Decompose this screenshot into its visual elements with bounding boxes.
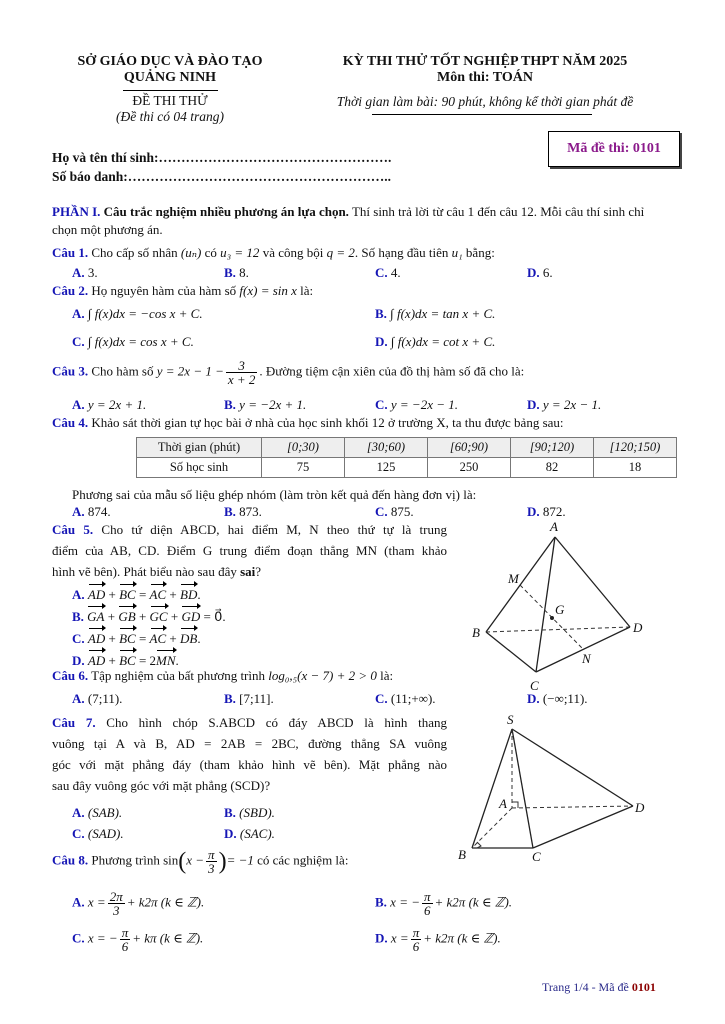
edge-sb bbox=[472, 729, 512, 848]
header-left bbox=[55, 54, 285, 125]
option-d[interactable]: D. AD + BC = 2MN. bbox=[72, 650, 226, 672]
question-7 bbox=[52, 712, 447, 796]
question-text: điểm của AB, CD. Điểm G trung điểm đoạn thẳng MN (tham khảo bbox=[52, 543, 447, 558]
table-cell: Thời gian (phút) bbox=[137, 438, 262, 458]
question-text: có các nghiệm là: bbox=[257, 852, 349, 868]
option-b[interactable]: B. 8. bbox=[224, 265, 249, 280]
question-text: bằng: bbox=[465, 245, 495, 260]
options-q3 bbox=[72, 396, 672, 414]
table-cell: 82 bbox=[511, 458, 594, 478]
question-text: góc với mặt phẳng đáy (tham khảo hình vẽ bên). Mặt phẳng nào bbox=[52, 757, 447, 772]
edge-ab-hidden bbox=[472, 808, 512, 848]
option-a[interactable]: A. y = 2x + 1. bbox=[72, 397, 147, 412]
question-8 bbox=[52, 848, 672, 875]
options-q8-row2 bbox=[72, 926, 672, 956]
question-text: có bbox=[204, 245, 217, 260]
label-m: M bbox=[508, 571, 519, 586]
question-text: Phương trình bbox=[91, 852, 160, 868]
question-4-prompt: Phương sai của mẫu số liệu ghép nhóm (làm tròn kết quả đến hàng đơn vị) là: bbox=[72, 487, 477, 502]
option-a[interactable]: A. ∫ f(x)dx = −cos x + C. bbox=[72, 306, 203, 321]
label-c: C bbox=[532, 849, 541, 864]
question-text: . Đường tiệm cận xiên của đồ thị hàm số đã cho là: bbox=[259, 363, 525, 379]
question-text: là: bbox=[300, 283, 314, 298]
footer-exam-code: 0101 bbox=[631, 980, 656, 994]
question-label: Câu 2. bbox=[52, 283, 89, 298]
math-expr: = −1 bbox=[226, 852, 254, 868]
edge-ab bbox=[486, 537, 555, 632]
option-d[interactable]: D. 872. bbox=[527, 504, 566, 519]
question-4 bbox=[52, 414, 672, 432]
footer-text: Trang 1/4 - Mã đề bbox=[542, 980, 629, 994]
option-c[interactable]: C. 4. bbox=[375, 265, 401, 280]
divider bbox=[372, 114, 592, 115]
point-g bbox=[550, 616, 554, 620]
question-text: Tập nghiệm của bất phương trình bbox=[91, 668, 265, 683]
edge-bd-hidden bbox=[486, 627, 630, 632]
edge-sd bbox=[512, 729, 633, 806]
options-q2-row1 bbox=[72, 305, 672, 323]
exam-subject: Môn thi: TOÁN bbox=[437, 70, 533, 85]
options-q1 bbox=[72, 264, 672, 282]
question-text: sau đây vuông góc với mặt phẳng (SCD)? bbox=[52, 778, 271, 793]
question-3 bbox=[52, 359, 672, 386]
table-row bbox=[137, 438, 677, 458]
option-a[interactable]: A. AD + BC = AC + BD. bbox=[72, 584, 226, 606]
paren-close: ) bbox=[218, 848, 227, 875]
question-text: Cho tứ diện ABCD, hai điểm M, N theo thứ tự là trung bbox=[101, 522, 447, 537]
question-2 bbox=[52, 282, 672, 300]
pages-note: (Đề thi có 04 trang) bbox=[116, 109, 224, 124]
label-g: G bbox=[555, 602, 565, 617]
page-footer bbox=[542, 980, 656, 995]
section-instruction: Thí sinh trả lời từ câu 1 đến câu 12. Mỗi câu thí sinh chỉ chọn một phương án. bbox=[52, 204, 645, 237]
option-c[interactable]: C. (11;+∞). bbox=[375, 691, 436, 706]
option-c[interactable]: C. AD + BC = AC + DB. bbox=[72, 628, 226, 650]
option-d[interactable]: D. (SAC). bbox=[224, 826, 275, 841]
edge-bc bbox=[486, 632, 536, 672]
edge-cd bbox=[533, 806, 633, 848]
math-expr: log₀,₅(x − 7) + 2 > 0 bbox=[268, 668, 377, 683]
option-d[interactable]: D. 6. bbox=[527, 265, 553, 280]
question-text: ? bbox=[255, 564, 262, 579]
label-s: S bbox=[507, 712, 514, 727]
option-c[interactable]: C. ∫ f(x)dx = cos x + C. bbox=[72, 334, 194, 349]
option-b[interactable]: B. (SBD). bbox=[224, 805, 275, 820]
options-q2-row2 bbox=[72, 333, 672, 351]
math-expr: y = 2x − 1 − bbox=[156, 363, 224, 379]
question-5 bbox=[52, 519, 447, 582]
math-expr: sin bbox=[163, 852, 179, 868]
math-expr: (uₙ) bbox=[180, 245, 202, 260]
table-cell: [0;30) bbox=[262, 438, 345, 458]
header-right bbox=[300, 54, 670, 117]
divider bbox=[123, 90, 218, 91]
section-title: PHẦN I. bbox=[52, 204, 101, 219]
edge-ac bbox=[536, 537, 555, 672]
math-expr: q = 2 bbox=[326, 245, 355, 260]
paren-open: ( bbox=[178, 848, 187, 875]
option-b[interactable]: B. [7;11]. bbox=[224, 691, 274, 706]
doc-type: ĐỀ THI THỬ bbox=[132, 93, 208, 108]
edge-sc bbox=[512, 729, 533, 848]
question-text: Cho hình chóp S.ABCD có đáy ABCD là hình thang bbox=[106, 715, 448, 730]
option-b[interactable]: B. x = − $\frac{\pi}{6}$ + k2π (k ∈ ℤ). bbox=[375, 889, 513, 918]
option-a[interactable]: A. 3. bbox=[72, 265, 98, 280]
option-c[interactable]: C. (SAD). bbox=[72, 826, 124, 841]
section-heading bbox=[52, 203, 672, 239]
options-q7 bbox=[72, 802, 372, 844]
math-expr: f(x) = sin x bbox=[239, 283, 297, 298]
question-text: Cho hàm số bbox=[91, 363, 154, 379]
option-b[interactable]: B. 873. bbox=[224, 504, 262, 519]
table-cell: [120;150) bbox=[594, 438, 677, 458]
question-label: Câu 6. bbox=[52, 668, 89, 683]
question-text: vuông tại A và B, AD = 2AB = 2BC, đường thẳng SA vuông bbox=[52, 736, 447, 751]
edge-ad bbox=[555, 537, 630, 627]
frequency-table bbox=[136, 437, 677, 478]
table-cell: 75 bbox=[262, 458, 345, 478]
option-b[interactable]: B. GA + GB + GC + GD = 0⃗. bbox=[72, 606, 226, 628]
question-text: . Số hạng đầu tiên bbox=[354, 245, 449, 260]
table-cell: Số học sinh bbox=[137, 458, 262, 478]
time-note: Thời gian làm bài: 90 phút, không kể thời gian phát đề bbox=[336, 94, 634, 109]
label-b: B bbox=[458, 847, 466, 862]
option-d[interactable]: D. y = 2x − 1. bbox=[527, 397, 602, 412]
question-text: Cho cấp số nhân bbox=[91, 245, 178, 260]
question-6 bbox=[52, 667, 672, 685]
option-c[interactable]: C. 875. bbox=[375, 504, 414, 519]
question-label: Câu 1. bbox=[52, 245, 89, 260]
fraction: $\frac{\pi}{3}$ bbox=[208, 847, 215, 876]
label-b: B bbox=[472, 625, 480, 640]
option-a[interactable]: A. x = $\frac{2\pi}{3}$ + k2π (k ∈ ℤ). bbox=[72, 889, 205, 918]
option-b[interactable]: B. ∫ f(x)dx = tan x + C. bbox=[375, 306, 496, 321]
question-text: hình vẽ bên). Phát biểu nào sau đây bbox=[52, 564, 237, 579]
option-a[interactable]: A. 874. bbox=[72, 504, 111, 519]
question-label: Câu 8. bbox=[52, 852, 89, 868]
table-cell: 18 bbox=[594, 458, 677, 478]
question-label: Câu 7. bbox=[52, 715, 96, 730]
table-row bbox=[137, 458, 677, 478]
option-d[interactable]: D. (−∞;11). bbox=[527, 691, 588, 706]
question-text: Khảo sát thời gian tự học bài ở nhà của học sinh khối 12 ở trường X, ta thu được bảng sau: bbox=[91, 415, 564, 430]
exam-title: KỲ THI THỬ TỐT NGHIỆP THPT NĂM 2025 bbox=[342, 54, 628, 69]
table-cell: 125 bbox=[345, 458, 428, 478]
options-q5 bbox=[72, 584, 226, 672]
question-text: Họ nguyên hàm của hàm số bbox=[91, 283, 237, 298]
table-cell: [30;60) bbox=[345, 438, 428, 458]
question-label: Câu 4. bbox=[52, 415, 89, 430]
option-d[interactable]: D. x = $\frac{\pi}{6}$ + k2π (k ∈ ℤ). bbox=[375, 925, 501, 954]
label-a: A bbox=[550, 519, 558, 534]
option-a[interactable]: A. (SAB). bbox=[72, 805, 123, 820]
province-name: QUẢNG NINH bbox=[123, 70, 217, 85]
option-c[interactable]: C. y = −2x − 1. bbox=[375, 397, 458, 412]
options-q8-row1 bbox=[72, 890, 672, 920]
math-expr: u₁ bbox=[451, 245, 463, 260]
candidate-id-field: Số báo danh:………………………………………………….. bbox=[52, 169, 392, 184]
question-1 bbox=[52, 244, 672, 262]
table-cell: 250 bbox=[428, 458, 511, 478]
exam-code-box: Mã đề thi: 0101 bbox=[548, 131, 680, 167]
pyramid-figure bbox=[450, 705, 690, 870]
math-expr: x − bbox=[186, 852, 205, 868]
fraction: $\frac{3}{x + 2}$ bbox=[227, 358, 256, 387]
option-a[interactable]: A. (7;11). bbox=[72, 691, 123, 706]
section-title-bold: Câu trắc nghiệm nhiều phương án lựa chọn. bbox=[103, 204, 349, 219]
question-text: là: bbox=[380, 668, 394, 683]
question-label: Câu 3. bbox=[52, 363, 89, 379]
label-a: A bbox=[499, 796, 507, 811]
option-d[interactable]: D. ∫ f(x)dx = cot x + C. bbox=[375, 334, 496, 349]
emphasis-text: sai bbox=[240, 564, 256, 579]
right-angle-a bbox=[512, 802, 518, 808]
math-expr: u₃ = 12 bbox=[220, 245, 260, 260]
question-label: Câu 5. bbox=[52, 522, 94, 537]
label-n: N bbox=[582, 651, 591, 666]
label-d: D bbox=[635, 800, 645, 815]
label-d: D bbox=[633, 620, 643, 635]
question-text: và công bội bbox=[262, 245, 324, 260]
candidate-name-field: Họ và tên thí sinh:……………………………………………. bbox=[52, 150, 392, 165]
option-c[interactable]: C. x = − $\frac{\pi}{6}$ + kπ (k ∈ ℤ). bbox=[72, 925, 204, 954]
table-cell: [60;90) bbox=[428, 438, 511, 458]
option-b[interactable]: B. y = −2x + 1. bbox=[224, 397, 307, 412]
department-name: SỞ GIÁO DỤC VÀ ĐÀO TẠO bbox=[77, 54, 263, 69]
table-cell: [90;120) bbox=[511, 438, 594, 458]
edge-ad-hidden bbox=[512, 806, 633, 808]
label-c: C bbox=[530, 678, 539, 693]
